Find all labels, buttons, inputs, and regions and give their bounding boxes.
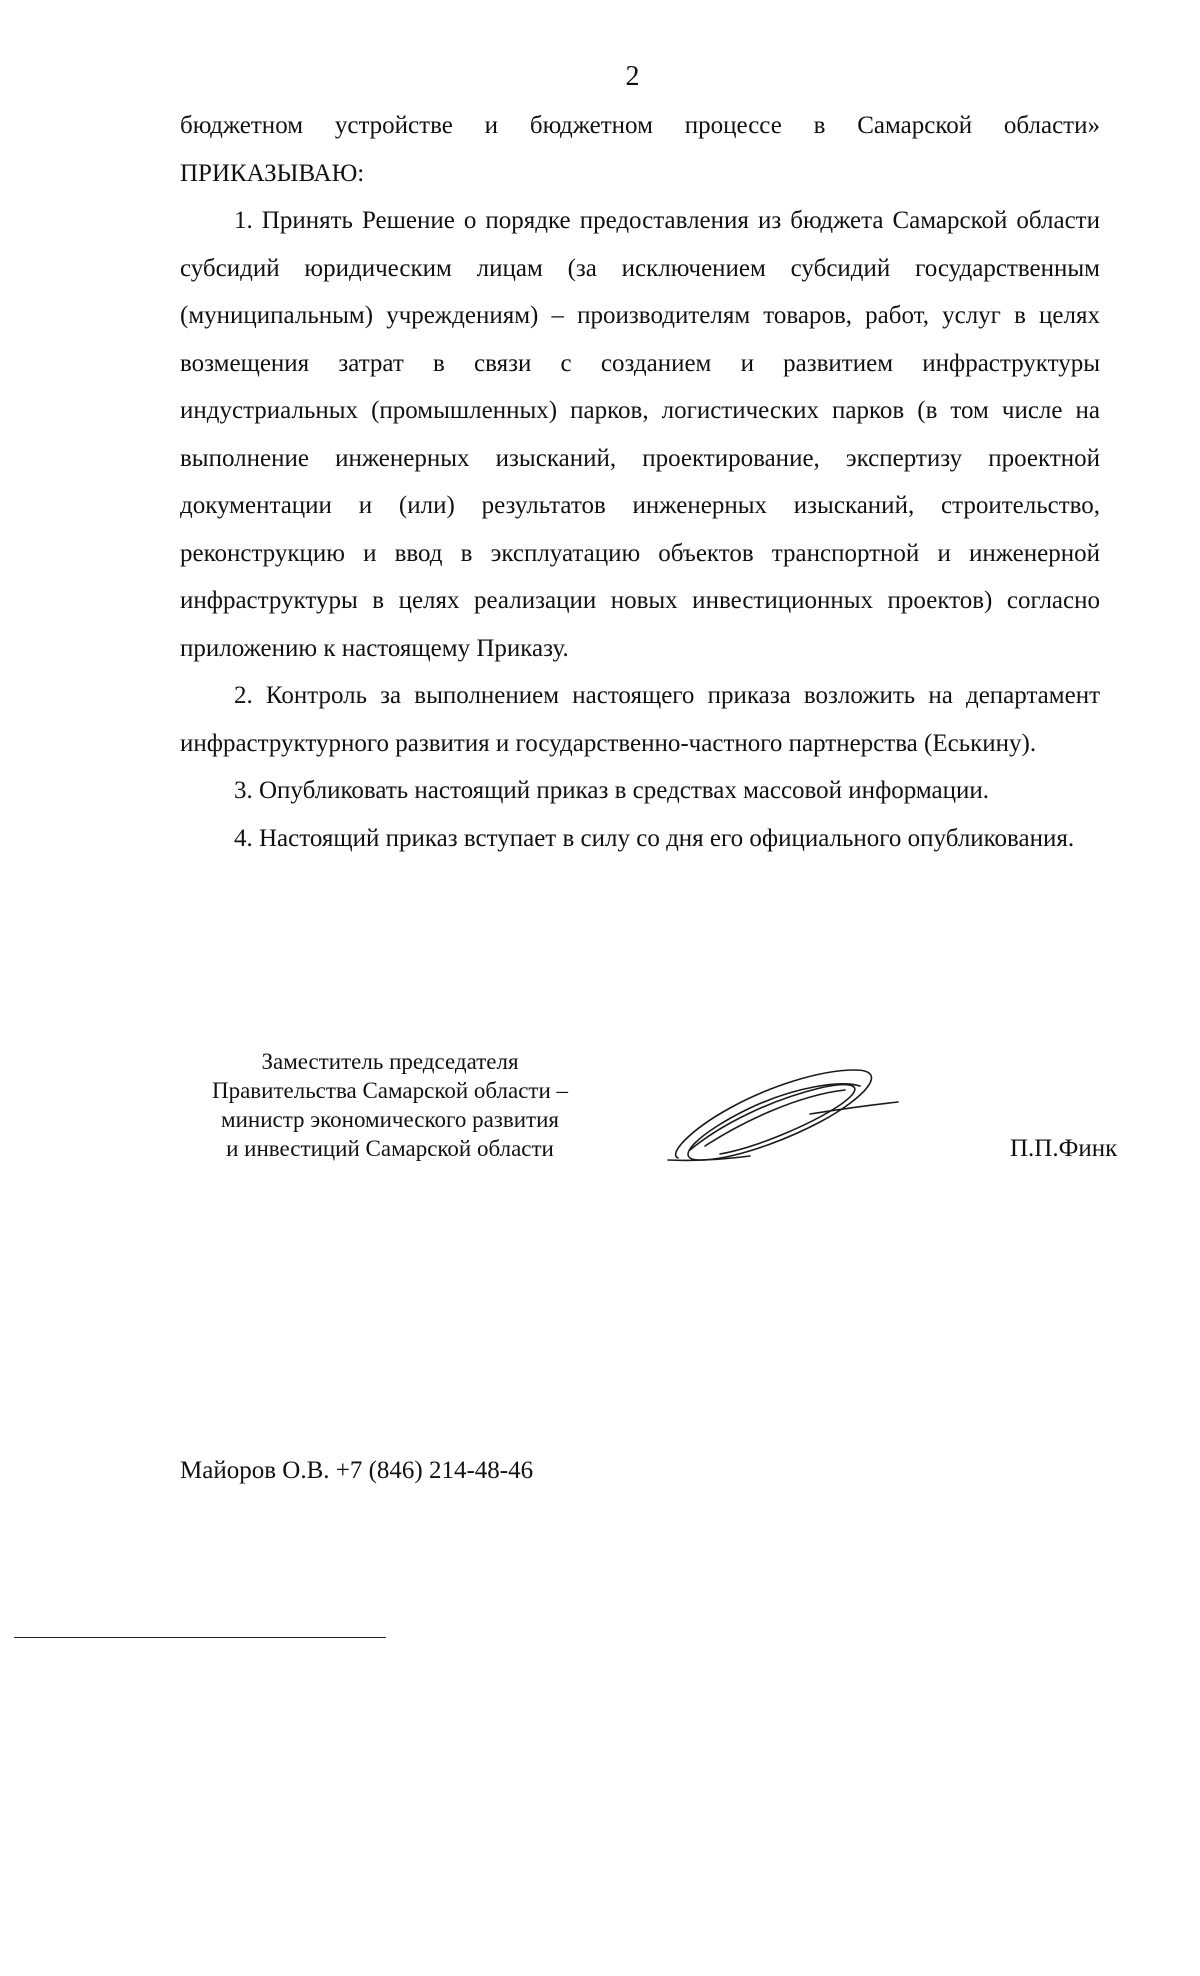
- order-item-3: 3. Опубликовать настоящий приказ в средствах массовой информации.: [234, 777, 990, 804]
- signatory-name: П.П.Финк: [1010, 1135, 1118, 1162]
- page-number: 2: [625, 61, 640, 92]
- order-lead-paragraph: бюджетном устройстве и бюджетном процессе в Самарской области» ПРИКАЗЫВАЮ:: [180, 112, 1100, 187]
- order-item-1: 1. Принять Решение о порядке предоставления из бюджета Самарской области субсидий юридическим лицам (за исключением субсидий государственным (муниципальным) учреждениям) – производителям товаров, работ, услуг в целях возмещения затрат в связи с созданием и развитием инфраструктуры индустриальных (промышленных) парков, логистических парков (в том числе на выполнение инженерных изысканий, проектирование, экспертизу проектной документации и (или) результатов инженерных изысканий, строительство, реконструкцию и ввод в эксплуатацию объектов транспортной и инженерной инфраструктуры в целях реализации новых инвестиционных проектов) согласно приложению к настоящему Приказу.: [180, 207, 1100, 662]
- order-item-4: 4. Настоящий приказ вступает в силу со дня его официального опубликования.: [234, 824, 1075, 852]
- order-body: [180, 102, 1100, 862]
- signatory-position: [190, 1047, 590, 1163]
- signatory-position-line: министр экономического развития: [221, 1107, 559, 1132]
- handwritten-signature: [660, 1050, 900, 1165]
- order-item-2: 2. Контроль за выполнением настоящего приказа возложить на департамент инфраструктурного развития и государственно-частного партнерства (Еськину).: [180, 682, 1100, 757]
- signatory-position-line: Заместитель председателя: [261, 1049, 519, 1074]
- signatory-position-line: Правительства Самарской области –: [211, 1078, 569, 1103]
- signatory-position-line: и инвестиций Самарской области: [226, 1136, 554, 1161]
- contact-line: Майоров О.В. +7 (846) 214-48-46: [180, 1457, 534, 1484]
- footnote-divider: [14, 1637, 386, 1638]
